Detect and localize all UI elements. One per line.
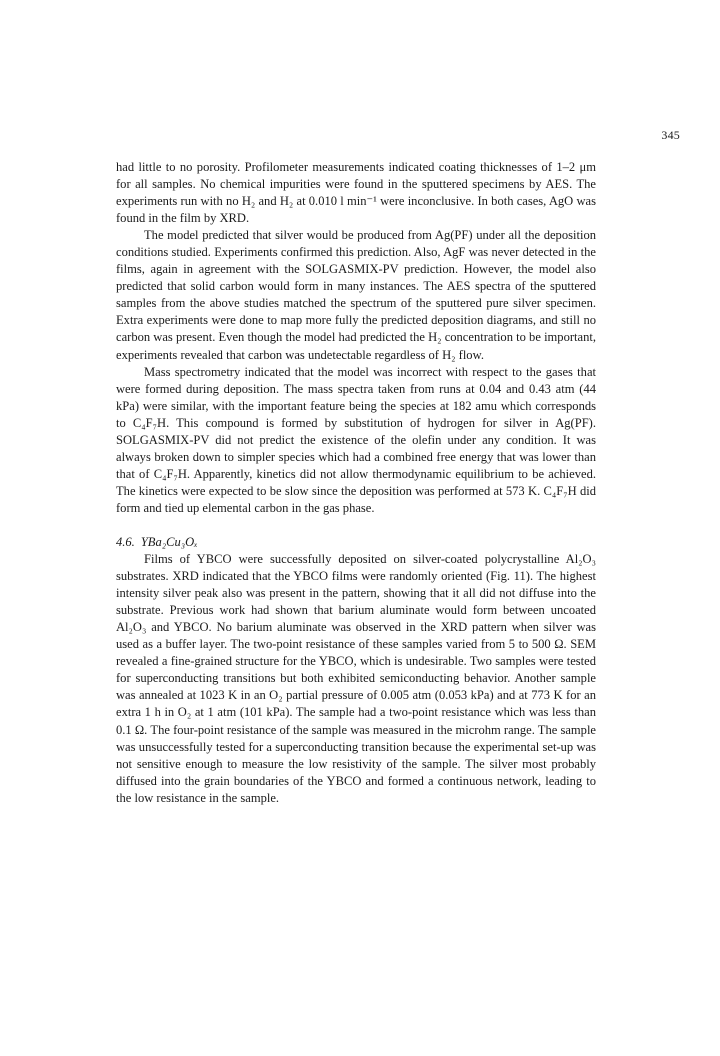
paragraph-2: The model predicted that silver would be produced from Ag(PF) under all the deposition conditions studied. Experiments confirmed this prediction. Also, AgF was never detected in the films, again in agreement with the SOLGASMIX-PV prediction. However, the model also predicted that solid carbon would form in many instances. The AES spectra of the sputtered samples from the above studies matched the spectrum of the sputtered pure silver specimen. Extra experiments were done to map more fully the predicted deposition diagrams, and still no carbon was present. Even though the model had predicted the H₂ concentration to be important, experiments revealed that carbon was undetectable regardless of H₂ flow. [116, 228, 596, 362]
body-text [116, 159, 596, 807]
paragraph-1: had little to no porosity. Profilometer measurements indicated coating thicknesses of 1–2 μm for all samples. No chemical impurities were found in the sputtered specimens by AES. The experiments run with no H₂ and H₂ at 0.010 l min⁻¹ were inconclusive. In both cases, AgO was found in the film by XRD. [116, 160, 596, 226]
page-number: 345 [661, 128, 680, 142]
paragraph-4: Films of YBCO were successfully deposited on silver-coated polycrystalline Al₂O₃ substrates. XRD indicated that the YBCO films were randomly oriented (Fig. 11). The highest intensity silver peak also was present in the pattern, showing that it all did not diffuse into the substrate. Previous work had shown that barium aluminate would form between uncoated Al₂O₃ and YBCO. No barium aluminate was observed in the XRD pattern when silver was used as a buffer layer. The two-point resistance of these samples varied from 5 to 500 Ω. SEM revealed a fine-grained structure for the YBCO, which is undesirable. Two samples were tested for superconducting transitions but both exhibited semiconducting behavior. Another sample was annealed at 1023 K in an O₂ partial pressure of 0.005 atm (0.053 kPa) and at 773 K for an extra 1 h in O₂ at 1 atm (101 kPa). The sample had a two-point resistance which was less than 0.1 Ω. The four-point resistance of the sample was measured in the microhm range. The sample was unsuccessfully tested for a superconducting transition because the experimental set-up was not sensitive enough to measure the low resistivity of the sample. The silver most probably diffused into the grain boundaries of the YBCO and formed a continuous network, leading to the low resistance in the sample. [116, 552, 596, 805]
section-number: 4.6. [116, 534, 135, 549]
paragraph-3: Mass spectrometry indicated that the model was incorrect with respect to the gases that were formed during deposition. The mass spectra taken from runs at 0.04 and 0.43 atm (44 kPa) were similar, with the important feature being the species at 182 amu which corresponds to C₄F₇H. This compound is formed by substitution of hydrogen for silver in Ag(PF). SOLGASMIX-PV did not predict the existence of the olefin under any condition. It was always broken down to simpler species which had a combined free energy that was lower than that of C₄F₇H. Apparently, kinetics did not allow thermodynamic equilibrium to be achieved. The kinetics were expected to be slow since the deposition was performed at 573 K. C₄F₇H did form and tied up elemental carbon in the gas phase. [116, 364, 596, 515]
section-heading [116, 534, 596, 551]
section-title: YBa₂Cu₃Oₓ [140, 534, 198, 549]
